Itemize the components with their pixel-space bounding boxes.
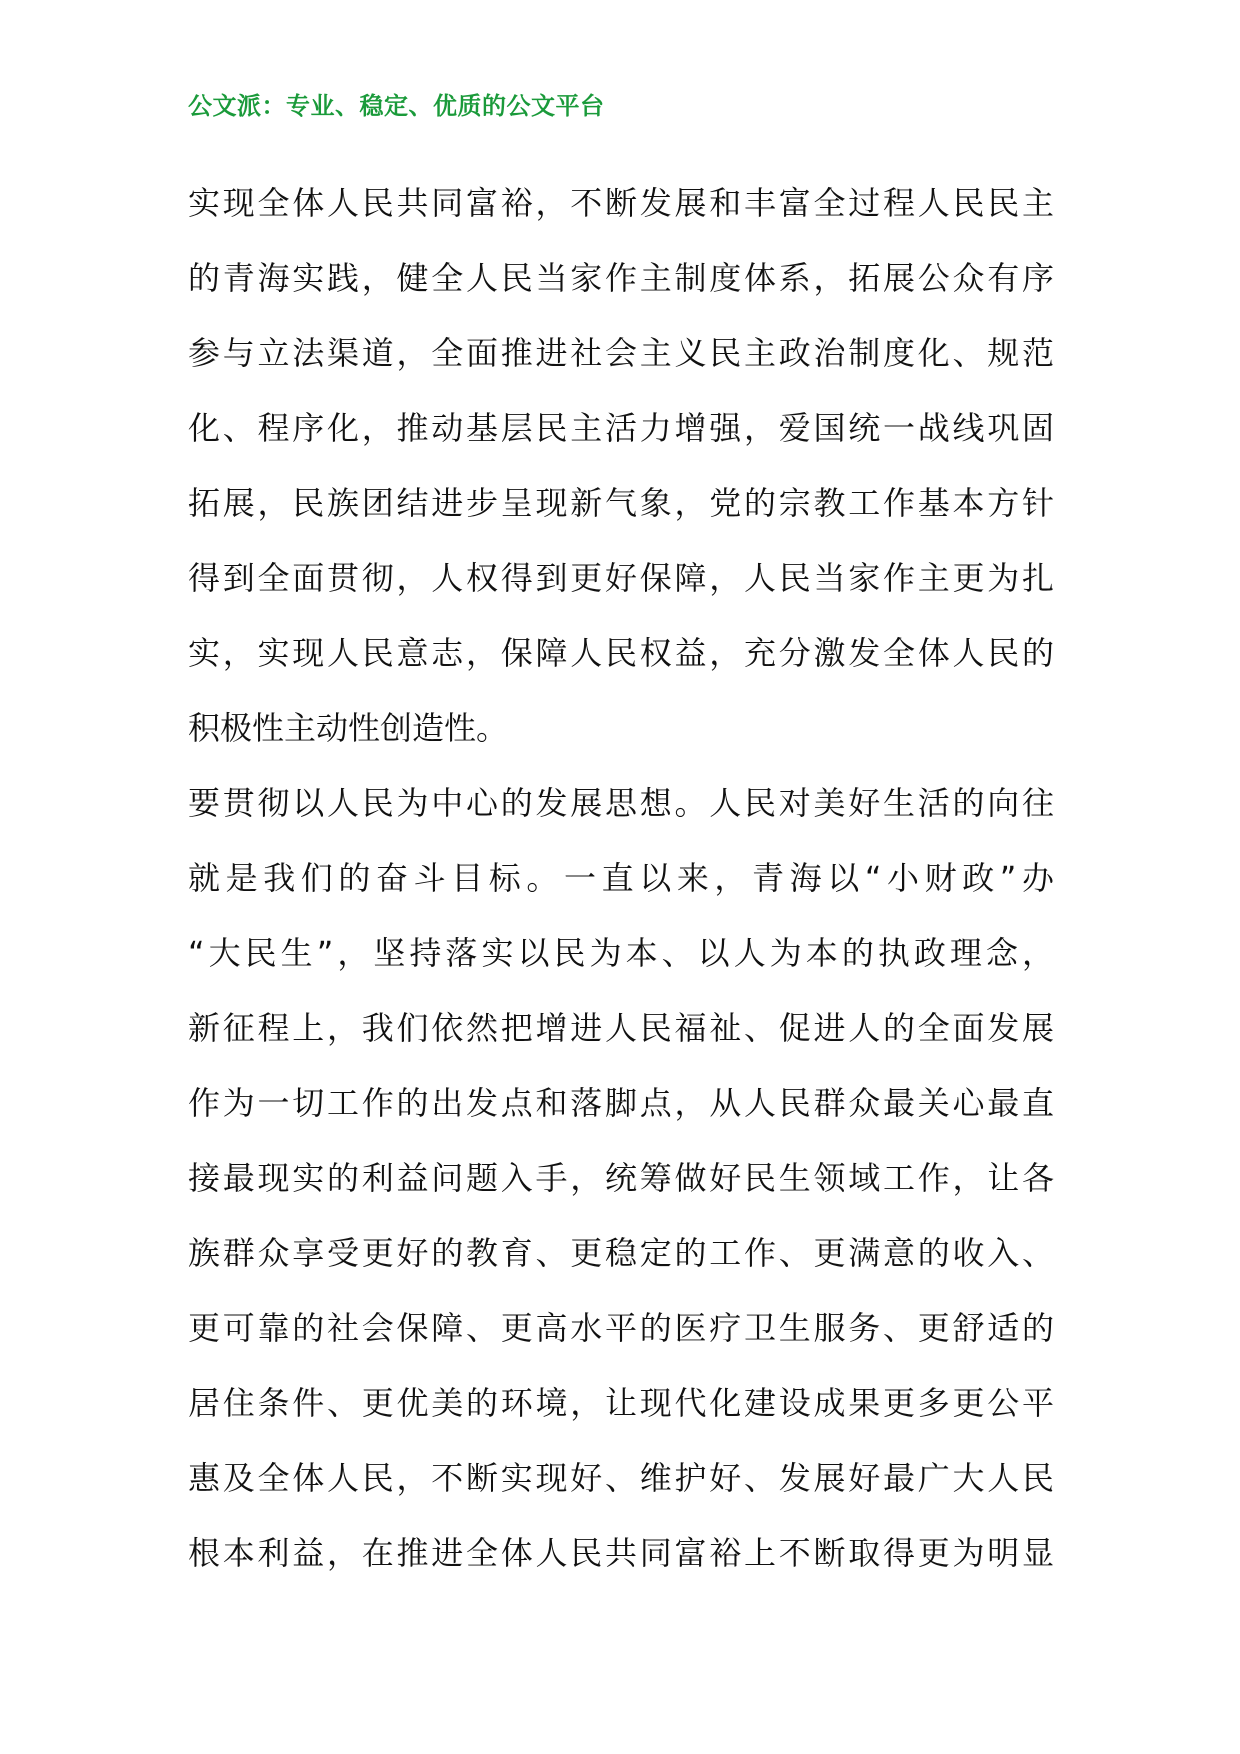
text-line: 的青海实践，健全人民当家作主制度体系，拓展公众有序 (188, 259, 1054, 297)
text-line: 新征程上，我们依然把增进人民福祉、促进人的全面发展 (188, 1009, 1054, 1047)
text-line: 接最现实的利益问题入手，统筹做好民生领域工作，让各 (188, 1159, 1054, 1197)
text-line: 化、程序化，推动基层民主活力增强，爱国统一战线巩固 (188, 409, 1054, 447)
paragraph-2 (188, 766, 1054, 1591)
text-line: 根本利益，在推进全体人民共同富裕上不断取得更为明显 (188, 1534, 1054, 1572)
text-line: 要贯彻以人民为中心的发展思想。人民对美好生活的向往 (188, 784, 1054, 822)
text-line: 拓展，民族团结进步呈现新气象，党的宗教工作基本方针 (188, 484, 1054, 522)
text-line: “大民生”，坚持落实以民为本、以人为本的执政理念， (188, 934, 1054, 972)
text-line: 更可靠的社会保障、更高水平的医疗卫生服务、更舒适的 (188, 1309, 1054, 1347)
document-header: 公文派：专业、稳定、优质的公文平台 (188, 91, 605, 120)
text-line: 得到全面贯彻，人权得到更好保障，人民当家作主更为扎 (188, 559, 1054, 597)
text-line: 实，实现人民意志，保障人民权益，充分激发全体人民的 (188, 634, 1054, 672)
text-line: 惠及全体人民，不断实现好、维护好、发展好最广大人民 (188, 1459, 1054, 1497)
text-line: 实现全体人民共同富裕，不断发展和丰富全过程人民民主 (188, 184, 1054, 222)
document-body (188, 166, 1054, 1591)
paragraph-1 (188, 166, 1054, 766)
text-line: 族群众享受更好的教育、更稳定的工作、更满意的收入、 (188, 1234, 1054, 1272)
text-line: 积极性主动性创造性。 (188, 709, 509, 747)
text-line: 参与立法渠道，全面推进社会主义民主政治制度化、规范 (188, 334, 1054, 372)
text-line: 就是我们的奋斗目标。一直以来，青海以“小财政”办 (188, 859, 1054, 897)
text-line: 作为一切工作的出发点和落脚点，从人民群众最关心最直 (188, 1084, 1054, 1122)
text-line: 居住条件、更优美的环境，让现代化建设成果更多更公平 (188, 1384, 1054, 1422)
